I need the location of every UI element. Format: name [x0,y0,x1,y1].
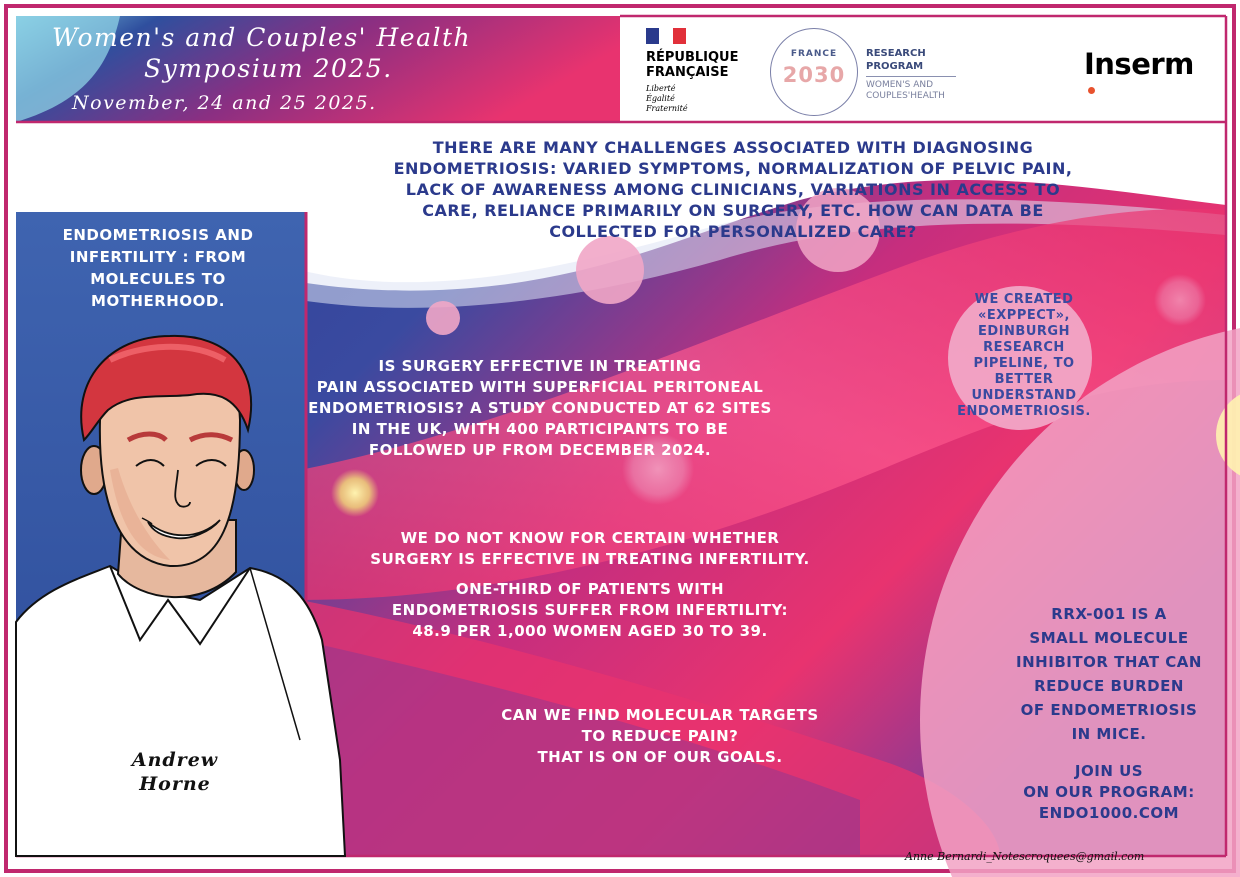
symposium-title-line1: Women's and Couples' Health [52,23,472,52]
inserm-logo: Inserm [1084,47,1194,81]
france-2030-year: 2030 [782,63,846,87]
france-2030-logo [770,28,858,116]
symposium-title [52,22,592,84]
research-program-logo [866,47,976,102]
republique-name: RÉPUBLIQUE FRANÇAISE [646,50,739,80]
research-program-title: RESEARCH PROGRAM [866,48,926,72]
research-program-subtitle: WOMEN'S AND COUPLES'HEALTH [866,80,945,101]
infertility-uncertainty-note: WE DO NOT KNOW FOR CERTAIN WHETHER SURGERY IS EFFECTIVE IN TREATING INFERTILITY. [370,529,810,568]
rrx-001-note: RRX-001 IS A SMALL MOLECULE INHIBITOR THAT CAN REDUCE BURDEN OF ENDOMETRIOSIS IN MICE. [1016,605,1202,743]
inserm-logo-dot [1088,87,1095,94]
symposium-date: November, 24 and 25 2025. [72,92,377,114]
france-2030-label: FRANCE [790,49,838,59]
join-program-note: JOIN US ON OUR PROGRAM: ENDO1000.COM [975,761,1240,824]
molecular-targets-note: CAN WE FIND MOLECULAR TARGETS TO REDUCE PAIN? THAT IS ON OF OUR GOALS. [501,706,819,766]
republique-motto: Liberté Égalité Fraternité [646,84,688,113]
talk-title: ENDOMETRIOSIS AND INFERTILITY : FROM MOLECULES TO MOTHERHOOD. [62,226,254,310]
surgery-study-note: IS SURGERY EFFECTIVE IN TREATING PAIN ASSOCIATED WITH SUPERFICIAL PERITONEAL ENDOMETRIOSIS? A STUDY CONDUCTED AT 62 SITES IN THE UK, WITH 400 PARTICIPANTS TO BE FOLLOWED UP FROM DECEMBER 2024. [308,357,772,459]
speaker-name: Andrew Horne [131,749,219,795]
artist-credit: Anne Bernardi_Notescroquees@gmail.com [905,850,1145,863]
research-program-divider [866,76,956,77]
intro-note: THERE ARE MANY CHALLENGES ASSOCIATED WITH DIAGNOSING ENDOMETRIOSIS: VARIED SYMPTOMS, NORMALIZATION OF PELVIC PAIN, LACK OF AWARENESS AMONG CLINICIANS, VARIATIONS IN ACCESS TO CARE, RELIANCE PRIMARILY ON SURGERY, ETC. HOW CAN DATA BE COLLECTED FOR PERSONALIZED CARE? [393,138,1073,241]
expect-pipeline-note: WE CREATED «EXPPECT», EDINBURGH RESEARCH PIPELINE, TO BETTER UNDERSTAND ENDOMETRIOSIS. [957,292,1091,419]
infertility-statistics-note: ONE-THIRD OF PATIENTS WITH ENDOMETRIOSIS SUFFER FROM INFERTILITY: 48.9 PER 1,000 WOMEN AGED 30 TO 39. [391,580,789,640]
republique-francaise-logo [646,28,756,114]
program-website-link: ENDO1000.COM [1038,804,1180,822]
french-flag-icon [646,28,686,44]
symposium-title-line2: Symposium 2025. [144,54,393,83]
